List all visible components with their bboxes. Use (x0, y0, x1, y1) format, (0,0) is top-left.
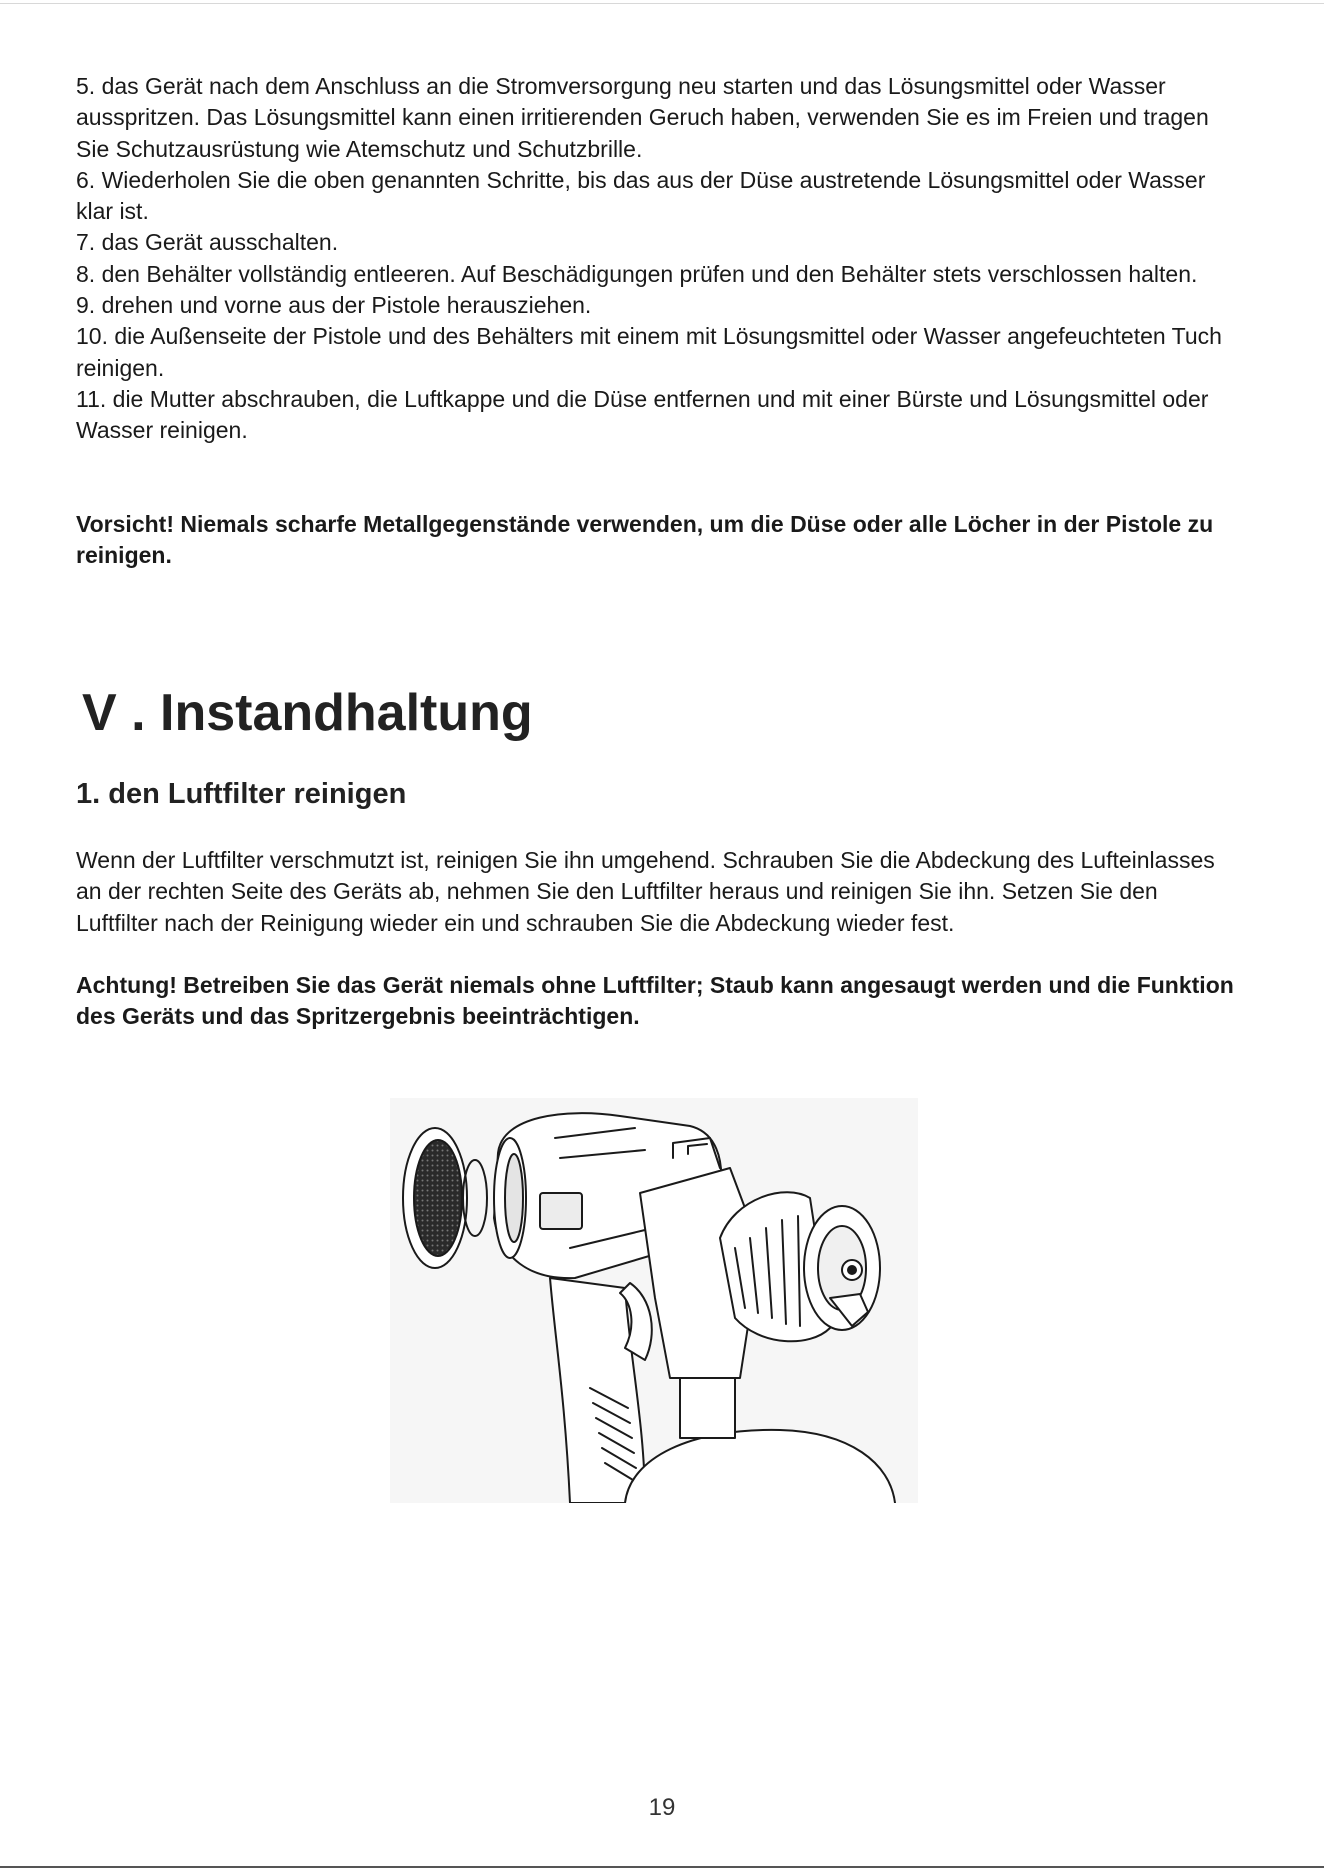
step-5: 5. das Gerät nach dem Anschluss an die Stromversorgung neu starten und das Lösungsmittel oder Wasser ausspritzen. Das Lösungsmittel kann einen irritierenden Geruch haben, verwenden Sie es im Freien und tragen Sie Schutzausrüstung wie Atemschutz und Schutzbrille. (76, 73, 1209, 162)
page-number: 19 (648, 1794, 676, 1821)
step-11: 11. die Mutter abschrauben, die Luftkappe und die Düse entfernen und mit einer Bürste und Lösungsmittel oder Wasser reinigen. (76, 385, 1209, 444)
spray-gun-illustration (390, 1098, 918, 1503)
attention-note: Achtung! Betreiben Sie das Gerät niemals ohne Luftfilter; Staub kann angesaugt werden und die Funktion des Geräts und das Spritzergebnis beeinträchtigen. (76, 972, 1234, 1030)
step-9: 9. drehen und vorne aus der Pistole herausziehen. (76, 292, 592, 319)
step-6: 6. Wiederholen Sie die oben genannten Schritte, bis das aus der Düse austretende Lösungsmittel oder Wasser klar ist. (76, 166, 1206, 225)
step-8: 8. den Behälter vollständig entleeren. Auf Beschädigungen prüfen und den Behälter stets verschlossen halten. (76, 260, 1198, 287)
step-10: 10. die Außenseite der Pistole und des Behälters mit einem mit Lösungsmittel oder Wasser angefeuchteten Tuch reinigen. (76, 323, 1222, 381)
subsection-title: 1. den Luftfilter reinigen (76, 778, 407, 810)
section-title: V . Instandhaltung (82, 684, 533, 742)
top-rule (0, 3, 1324, 4)
switch-panel (540, 1193, 582, 1229)
bottom-rule (0, 1866, 1324, 1868)
cleaning-steps-list (76, 71, 1236, 447)
step-7: 7. das Gerät ausschalten. (76, 229, 339, 256)
caution-note: Vorsicht! Niemals scharfe Metallgegenstände verwenden, um die Düse oder alle Löcher in der Pistole zu reinigen. (76, 511, 1214, 569)
filter-cover-part (403, 1128, 467, 1268)
air-filter-instructions: Wenn der Luftfilter verschmutzt ist, reinigen Sie ihn umgehend. Schrauben Sie die Abdeckung des Lufteinlasses an der rechten Seite des Geräts ab, nehmen Sie den Luftfilter heraus und reinigen Sie ihn. Setzen Sie den Luftfilter nach der Reinigung wieder ein und schrauben Sie die Abdeckung wieder fest. (76, 847, 1215, 936)
nozzle-assembly (720, 1192, 880, 1341)
